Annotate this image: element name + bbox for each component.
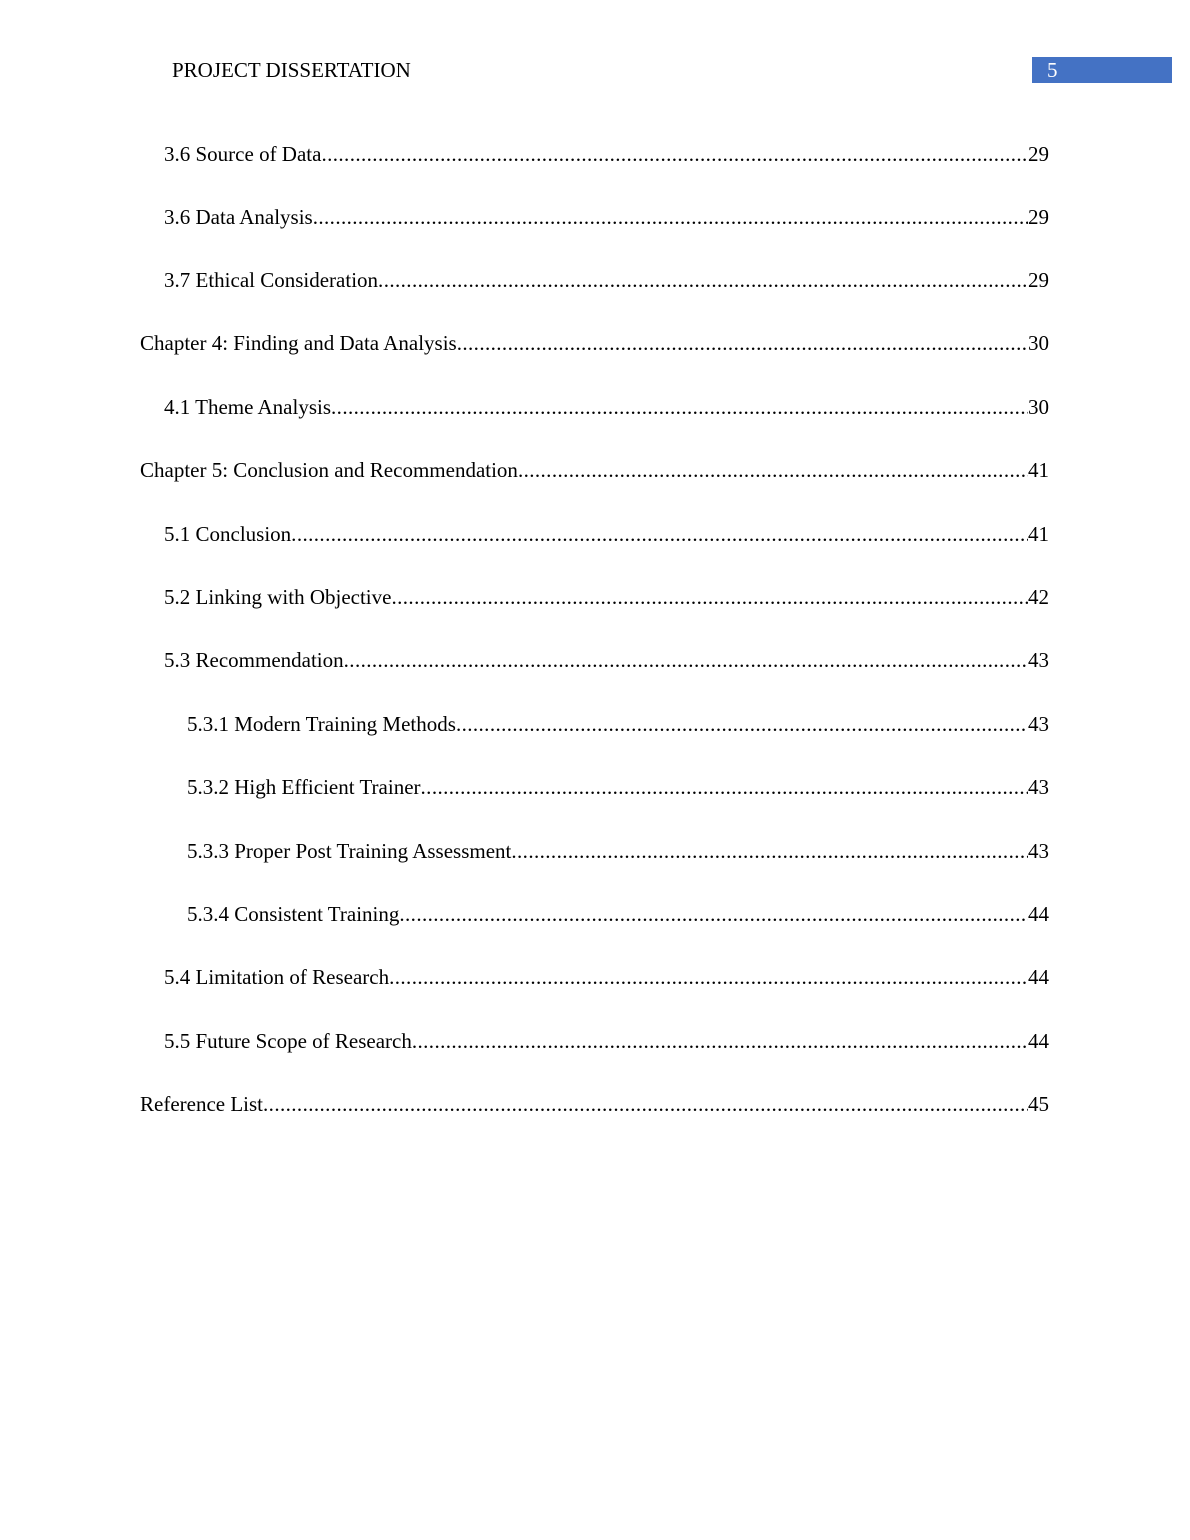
- dot-leader: [321, 139, 1028, 169]
- toc-entry-label: 5.3 Recommendation: [164, 648, 344, 672]
- toc-entry-page: 29: [1028, 142, 1049, 166]
- toc-entry[interactable]: [164, 202, 1049, 232]
- toc-entry-label: 5.2 Linking with Objective: [164, 585, 392, 609]
- dot-leader: [511, 836, 1028, 866]
- toc-entry[interactable]: [164, 139, 1049, 169]
- toc-entry-label: 5.3.2 High Efficient Trainer: [187, 775, 421, 799]
- toc-entry-page: 30: [1028, 331, 1049, 355]
- toc-entry[interactable]: [164, 962, 1049, 992]
- toc-entry[interactable]: [140, 455, 1049, 485]
- toc-entry[interactable]: [187, 709, 1049, 739]
- toc-entry-label: Chapter 4: Finding and Data Analysis: [140, 331, 457, 355]
- toc-entry[interactable]: [187, 836, 1049, 866]
- toc-entry-page: 29: [1028, 268, 1049, 292]
- toc-entry-page: 43: [1028, 712, 1049, 736]
- toc-entry-page: 44: [1028, 1029, 1049, 1053]
- toc-entry[interactable]: [164, 645, 1049, 675]
- toc-entry-label: 5.1 Conclusion: [164, 522, 292, 546]
- toc-entry[interactable]: [164, 1026, 1049, 1056]
- toc-entry-label: Chapter 5: Conclusion and Recommendation: [140, 458, 518, 482]
- toc-entry-page: 43: [1028, 839, 1049, 863]
- dot-leader: [291, 519, 1028, 549]
- toc-entry-page: 44: [1028, 902, 1049, 926]
- toc-entry-label: 5.3.3 Proper Post Training Assessment: [187, 839, 512, 863]
- dot-leader: [263, 1089, 1028, 1119]
- toc-entry-label: 5.5 Future Scope of Research: [164, 1029, 412, 1053]
- toc-entry-label: Reference List: [140, 1092, 264, 1116]
- toc-entry-page: 29: [1028, 205, 1049, 229]
- toc-entry-label: 4.1 Theme Analysis: [164, 395, 332, 419]
- dot-leader: [421, 772, 1028, 802]
- toc-entry-page: 42: [1028, 585, 1049, 609]
- toc-entry[interactable]: [164, 392, 1049, 422]
- toc-entry-label: 5.3.1 Modern Training Methods: [187, 712, 456, 736]
- dot-leader: [313, 202, 1028, 232]
- toc-entry[interactable]: [140, 328, 1049, 358]
- toc-entry-page: 44: [1028, 965, 1049, 989]
- dot-leader: [331, 392, 1028, 422]
- dot-leader: [389, 962, 1028, 992]
- toc-entry-page: 43: [1028, 775, 1049, 799]
- toc-entry-page: 45: [1028, 1092, 1049, 1116]
- dot-leader: [399, 899, 1028, 929]
- dot-leader: [457, 328, 1028, 358]
- running-header-title: PROJECT DISSERTATION: [172, 58, 411, 82]
- toc-entry[interactable]: [140, 1089, 1049, 1119]
- toc-entry-label: 3.6 Source of Data: [164, 142, 322, 166]
- toc-entry[interactable]: [164, 265, 1049, 295]
- dot-leader: [378, 265, 1028, 295]
- page-number-badge: 5: [1032, 57, 1172, 83]
- toc-entry-label: 5.4 Limitation of Research: [164, 965, 390, 989]
- toc-entry-page: 41: [1028, 458, 1049, 482]
- toc-entry[interactable]: [187, 899, 1049, 929]
- toc-entry-label: 3.7 Ethical Consideration: [164, 268, 379, 292]
- dot-leader: [412, 1026, 1028, 1056]
- toc-entry-label: 5.3.4 Consistent Training: [187, 902, 400, 926]
- toc-entry[interactable]: [187, 772, 1049, 802]
- toc-entry-page: 43: [1028, 648, 1049, 672]
- toc-entry[interactable]: [164, 582, 1049, 612]
- dot-leader: [344, 645, 1028, 675]
- dot-leader: [456, 709, 1028, 739]
- dot-leader: [391, 582, 1028, 612]
- toc-entry-label: 3.6 Data Analysis: [164, 205, 313, 229]
- toc-entry-page: 30: [1028, 395, 1049, 419]
- toc-entry-page: 41: [1028, 522, 1049, 546]
- toc-entry[interactable]: [164, 519, 1049, 549]
- dot-leader: [518, 455, 1028, 485]
